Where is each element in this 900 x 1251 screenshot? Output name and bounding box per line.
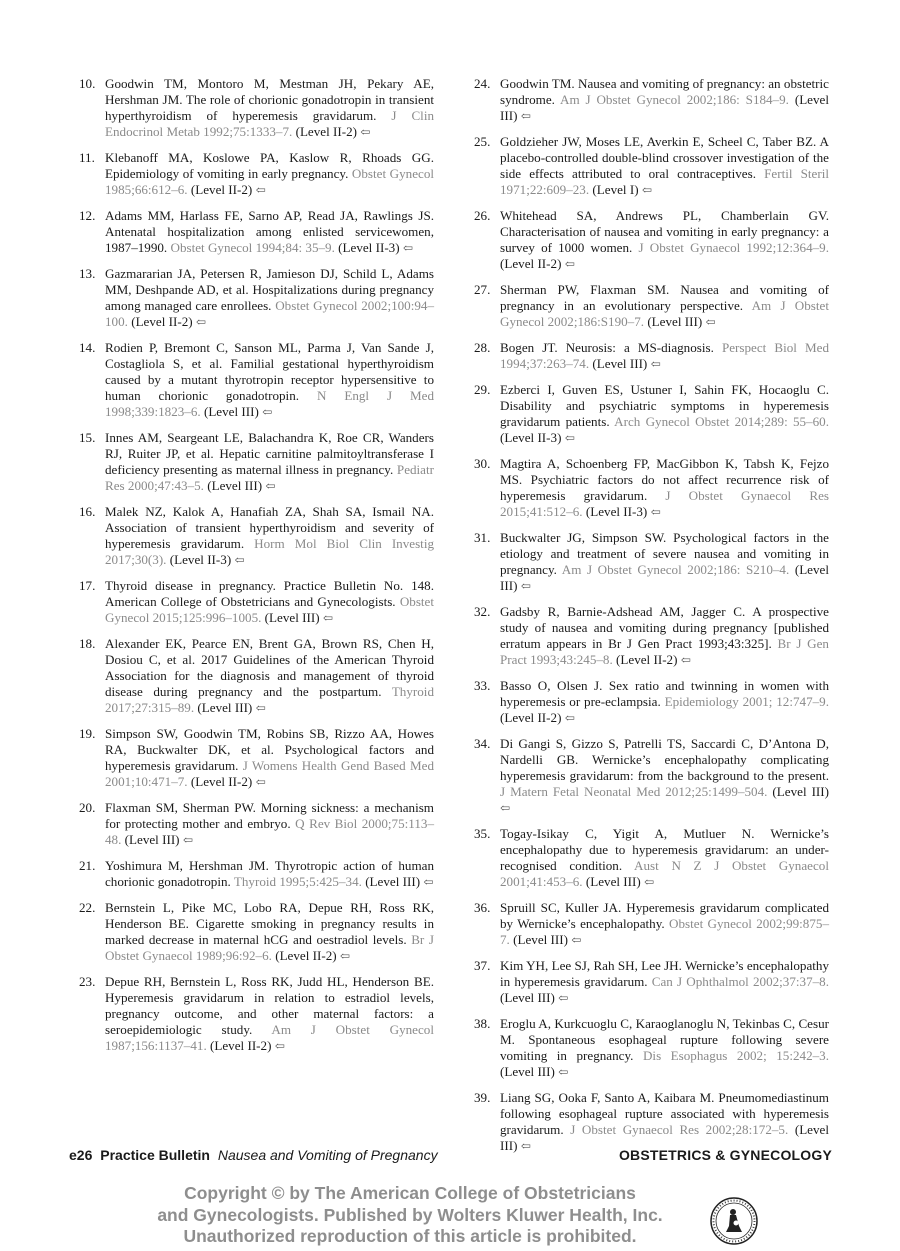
back-arrow-icon[interactable]: ⇦ — [360, 125, 371, 139]
back-arrow-icon[interactable]: ⇦ — [255, 701, 266, 715]
reference-journal-link[interactable]: Obstet Gynecol 1994;84: 35–9. — [170, 240, 335, 255]
reference-number: 39. — [474, 1090, 491, 1105]
evidence-level: (Level II-2) — [295, 124, 358, 139]
back-arrow-icon[interactable]: ⇦ — [182, 833, 193, 847]
reference-number: 30. — [474, 456, 491, 471]
back-arrow-icon[interactable]: ⇦ — [402, 241, 413, 255]
reference-item — [79, 208, 434, 256]
reference-number: 25. — [474, 134, 491, 149]
reference-item — [474, 530, 829, 594]
reference-number: 21. — [79, 858, 96, 873]
evidence-level: (Level III) — [500, 1122, 829, 1153]
reference-text: Di Gangi S, Gizzo S, Patrelli TS, Saccardi C, D’Antona D, Nardelli GB. Wernicke’s encephalopathy complicating hyperemesis gravidarum: from the background to the present. — [500, 736, 829, 783]
reference-number: 12. — [79, 208, 96, 223]
evidence-level: (Level II-3) — [500, 430, 562, 445]
reference-journal-link[interactable]: Obstet Gynecol 1985;66:612–6. — [105, 166, 434, 197]
reference-journal-link[interactable]: Fertil Steril 1971;22:609–23. — [500, 166, 830, 197]
reference-number: 13. — [79, 266, 96, 281]
evidence-level: (Level III) — [203, 404, 259, 419]
reference-journal-link[interactable]: Arch Gynecol Obstet 2014;289: 55–60. — [614, 414, 829, 429]
reference-journal-link[interactable]: N Engl J Med 1998;339:1823–6. — [105, 388, 434, 419]
reference-text: Alexander EK, Pearce EN, Brent GA, Brown RS, Chen H, Dosiou C, et al. 2017 Guidelines of the American Thyroid Association for the diagnosis and management of thyroid disease during pregnancy and the postpartum. — [105, 636, 434, 699]
reference-journal-link[interactable]: Br J Gen Pract 1993;43:245–8. — [500, 636, 829, 667]
reference-number: 20. — [79, 800, 96, 815]
reference-text: Flaxman SM, Sherman PW. Morning sickness: a mechanism for protecting mother and embryo. — [105, 800, 434, 831]
back-arrow-icon[interactable]: ⇦ — [423, 875, 434, 889]
back-arrow-icon[interactable]: ⇦ — [564, 431, 575, 445]
reference-item — [79, 150, 434, 198]
reference-journal-link[interactable]: Am J Obstet Gynecol 2002;186: S184–9. — [560, 92, 789, 107]
evidence-level: (Level III) — [500, 562, 829, 593]
reference-journal-link[interactable]: Thyroid 2017;27:315–89. — [105, 684, 434, 715]
back-arrow-icon[interactable]: ⇦ — [265, 479, 276, 493]
reference-journal-link[interactable]: Am J Obstet Gynecol 2002;186:S190–7. — [500, 298, 829, 329]
copyright-line: and Gynecologists. Published by Wolters Kluwer Health, Inc. — [157, 1204, 663, 1225]
reference-text: Depue RH, Bernstein L, Ross RK, Judd HL, Henderson BE. Hyperemesis gravidarum in relation to estradiol levels, pregnancy outcome, and other maternal factors: a seroepidemiologic study. — [105, 974, 434, 1037]
reference-number: 17. — [79, 578, 96, 593]
reference-text: Sherman PW, Flaxman SM. Nausea and vomiting of pregnancy in an evolutionary perspective. — [500, 282, 829, 313]
reference-text: Magtira A, Schoenberg FP, MacGibbon K, Tabsh K, Fejzo MS. Psychiatric factors do not affect recurrence risk of hyperemesis gravidarum. — [500, 456, 829, 503]
reference-text: Adams MM, Harlass FE, Sarno AP, Read JA, Rawlings JS. Antenatal hospitalization among enlisted servicewomen, 1987–1990. — [105, 208, 434, 255]
back-arrow-icon[interactable]: ⇦ — [558, 991, 569, 1005]
reference-item — [79, 266, 434, 330]
evidence-level: (Level III) — [264, 610, 320, 625]
back-arrow-icon[interactable]: ⇦ — [564, 257, 575, 271]
evidence-level: (Level II-2) — [131, 314, 193, 329]
reference-item — [474, 1090, 829, 1154]
reference-journal-link[interactable]: Am J Obstet Gynecol 1987;156:1137–41. — [105, 1022, 434, 1053]
reference-number: 28. — [474, 340, 491, 355]
reference-number: 11. — [79, 150, 95, 165]
evidence-level: (Level III) — [500, 990, 555, 1005]
reference-number: 29. — [474, 382, 491, 397]
evidence-level: (Level II-2) — [210, 1038, 272, 1053]
copyright-notice — [130, 1183, 690, 1248]
reference-item — [474, 900, 829, 948]
reference-journal-link[interactable]: Epidemiology 2001; 12:747–9. — [664, 694, 829, 709]
reference-item — [474, 958, 829, 1006]
reference-number: 27. — [474, 282, 491, 297]
reference-journal-link[interactable]: Obstet Gynecol 2002;100:94–100. — [105, 298, 434, 329]
reference-text: Klebanoff MA, Koslowe PA, Kaslow R, Rhoads GG. Epidemiology of vomiting in early pregnancy. — [105, 150, 434, 181]
reference-item — [79, 900, 434, 964]
back-arrow-icon[interactable]: ⇦ — [195, 315, 206, 329]
back-arrow-icon[interactable]: ⇦ — [234, 553, 245, 567]
back-arrow-icon[interactable]: ⇦ — [650, 357, 661, 371]
reference-item — [474, 76, 829, 124]
copyright-line: Unauthorized reproduction of this article is prohibited. — [183, 1226, 637, 1246]
reference-item — [474, 382, 829, 446]
reference-number: 24. — [474, 76, 491, 91]
reference-item — [79, 636, 434, 716]
reference-journal-link[interactable]: Q Rev Biol 2000;75:113–48. — [105, 816, 434, 847]
reference-journal-link[interactable]: Obstet Gynecol 2002;99:875–7. — [500, 916, 829, 947]
reference-journal-link[interactable]: Br J Obstet Gynaecol 1989;96:92–6. — [105, 932, 434, 963]
back-arrow-icon[interactable]: ⇦ — [500, 801, 511, 815]
reference-item — [474, 1016, 829, 1080]
evidence-level: (Level III) — [197, 700, 253, 715]
reference-text: Eroglu A, Kurkcuoglu C, Karaoglanoglu N, Tekinbas C, Cesur M. Spontaneous esophageal rupture following severe vomiting in pregnancy. — [500, 1016, 829, 1063]
acog-seal-icon — [709, 1196, 759, 1246]
reference-number: 19. — [79, 726, 96, 741]
evidence-level: (Level III) — [647, 314, 703, 329]
evidence-level: (Level I) — [592, 182, 639, 197]
evidence-level: (Level II-2) — [190, 774, 253, 789]
evidence-level: (Level II-2) — [275, 948, 337, 963]
reference-text: Goodwin TM. Nausea and vomiting of pregnancy: an obstetric syndrome. — [500, 76, 829, 107]
reference-number: 31. — [474, 530, 491, 545]
reference-journal-link[interactable]: Obstet Gynecol 2015;125:996–1005. — [105, 594, 434, 625]
reference-item — [79, 858, 434, 890]
evidence-level: (Level II-2) — [500, 710, 562, 725]
reference-number: 37. — [474, 958, 491, 973]
reference-item — [79, 340, 434, 420]
page-number: e26 — [69, 1147, 93, 1163]
reference-number: 14. — [79, 340, 96, 355]
reference-journal-link[interactable]: J Obstet Gynaecol Res 2015;41:512–6. — [500, 488, 829, 519]
back-arrow-icon[interactable]: ⇦ — [262, 405, 273, 419]
reference-text: Liang SG, Ooka F, Santo A, Kaibara M. Pneumomediastinum following esophageal rupture associated with hyperemesis gravidarum. — [500, 1090, 829, 1137]
back-arrow-icon[interactable]: ⇦ — [644, 875, 655, 889]
evidence-level: (Level III) — [585, 874, 641, 889]
reference-number: 23. — [79, 974, 96, 989]
reference-text: Ezberci I, Guven ES, Ustuner I, Sahin FK, Hocaoglu C. Disability and psychiatric symptoms in hyperemesis gravidarum patients. — [500, 382, 829, 429]
evidence-level: (Level III) — [500, 92, 829, 123]
reference-text: Kim YH, Lee SJ, Rah SH, Lee JH. Wernicke’s encephalopathy in hyperemesis gravidarum. — [500, 958, 829, 989]
reference-text: Basso O, Olsen J. Sex ratio and twinning in women with hyperemesis or pre-eclampsia. — [500, 678, 829, 709]
reference-text: Whitehead SA, Andrews PL, Chamberlain GV. Characterisation of nausea and vomiting in early pregnancy: a survey of 1000 women. — [500, 208, 829, 255]
reference-item — [79, 726, 434, 790]
reference-item — [79, 800, 434, 848]
reference-number: 16. — [79, 504, 96, 519]
reference-journal-link[interactable]: Perspect Biol Med 1994;37:263–74. — [500, 340, 829, 371]
evidence-level: (Level III) — [513, 932, 568, 947]
back-arrow-icon[interactable]: ⇦ — [339, 949, 350, 963]
reference-text: Simpson SW, Goodwin TM, Robins SB, Rizzo AA, Howes RA, Buckwalter DK, et al. Psychological factors and hyperemesis gravidarum. — [105, 726, 434, 773]
back-arrow-icon[interactable]: ⇦ — [322, 611, 333, 625]
reference-journal-link[interactable]: J Clin Endocrinol Metab 1992;75:1333–7. — [105, 108, 435, 139]
reference-item — [79, 974, 434, 1054]
back-arrow-icon[interactable]: ⇦ — [558, 1065, 569, 1079]
reference-item — [79, 430, 434, 494]
reference-journal-link[interactable]: J Matern Fetal Neonatal Med 2012;25:1499–504. — [500, 784, 768, 799]
reference-item — [79, 578, 434, 626]
reference-number: 34. — [474, 736, 491, 751]
reference-text: Rodien P, Bremont C, Sanson ML, Parma J, Van Sande J, Costagliola S, et al. Familial gestational hyperthyroidism caused by a mutant thyrotropin receptor hypersensitive to human chorionic gonadotropin. — [105, 340, 434, 403]
reference-journal-link[interactable]: Am J Obstet Gynecol 2002;186: S210–4. — [561, 562, 790, 577]
reference-text: Buckwalter JG, Simpson SW. Psychological factors in the etiology and treatment of severe nausea and vomiting in pregnancy. — [500, 530, 829, 577]
back-arrow-icon[interactable]: ⇦ — [705, 315, 716, 329]
evidence-level: (Level II-3) — [169, 552, 232, 567]
reference-journal-link[interactable]: Dis Esophagus 2002; 15:242–3. — [642, 1048, 829, 1063]
reference-item — [79, 76, 434, 140]
back-arrow-icon[interactable]: ⇦ — [571, 933, 582, 947]
reference-number: 32. — [474, 604, 491, 619]
reference-item — [474, 456, 829, 520]
reference-column-left — [79, 76, 434, 1064]
reference-text: Innes AM, Seargeant LE, Balachandra K, Roe CR, Wanders RJ, Ruiter JP, et al. Hepatic carnitine palmitoyltransferase I deficiency presenting as maternal illness in pregnancy. — [105, 430, 434, 477]
reference-column-right — [474, 76, 829, 1164]
reference-item — [474, 736, 829, 816]
evidence-level: (Level III) — [124, 832, 180, 847]
reference-item — [474, 604, 829, 668]
reference-text: Gadsby R, Barnie-Adshead AM, Jagger C. A prospective study of nausea and vomiting during pregnancy [published erratum appears in Br J Gen Pract 1993;43:325]. — [500, 604, 829, 651]
back-arrow-icon[interactable]: ⇦ — [680, 653, 691, 667]
back-arrow-icon[interactable]: ⇦ — [520, 109, 531, 123]
back-arrow-icon[interactable]: ⇦ — [564, 711, 575, 725]
reference-text: Togay-Isikay C, Yigit A, Mutluer N. Wernicke’s encephalopathy due to hyperemesis gravidarum: an under-recognised condition. — [500, 826, 829, 873]
reference-number: 35. — [474, 826, 491, 841]
back-arrow-icon[interactable]: ⇦ — [641, 183, 652, 197]
reference-number: 18. — [79, 636, 96, 651]
bulletin-title: Nausea and Vomiting of Pregnancy — [217, 1147, 438, 1163]
reference-number: 36. — [474, 900, 491, 915]
reference-journal-link[interactable]: Thyroid 1995;5:425–34. — [233, 874, 362, 889]
evidence-level: (Level III) — [592, 356, 648, 371]
reference-text: Goodwin TM, Montoro M, Mestman JH, Pekary AE, Hershman JM. The role of chorionic gonadotropin in transient hyperthyroidism of hyperemesis gravidarum. — [105, 76, 434, 123]
reference-item — [474, 678, 829, 726]
reference-item — [474, 826, 829, 890]
reference-text: Yoshimura M, Hershman JM. Thyrotropic action of human chorionic gonadotropin. — [105, 858, 434, 889]
reference-text: Malek NZ, Kalok A, Hanafiah ZA, Shah SA, Ismail NA. Association of transient hyperthyroidism and severity of hyperemesis gravidarum. — [105, 504, 434, 551]
reference-journal-link[interactable]: Can J Ophthalmol 2002;37:37–8. — [651, 974, 830, 989]
reference-number: 15. — [79, 430, 96, 445]
reference-number: 38. — [474, 1016, 491, 1031]
journal-name: OBSTETRICS & GYNECOLOGY — [618, 1147, 832, 1163]
back-arrow-icon[interactable]: ⇦ — [255, 775, 266, 789]
evidence-level: (Level III) — [365, 874, 421, 889]
reference-item — [474, 282, 829, 330]
evidence-level: (Level II-2) — [616, 652, 678, 667]
evidence-level: (Level II-3) — [338, 240, 400, 255]
reference-journal-link[interactable]: J Womens Health Gend Based Med 2001;10:471–7. — [105, 758, 434, 789]
reference-text: Spruill SC, Kuller JA. Hyperemesis gravidarum complicated by Wernicke’s encephalopathy. — [500, 900, 829, 931]
evidence-level: (Level II-2) — [500, 256, 562, 271]
reference-number: 22. — [79, 900, 96, 915]
back-arrow-icon[interactable]: ⇦ — [274, 1039, 285, 1053]
reference-text: Thyroid disease in pregnancy. Practice Bulletin No. 148. American College of Obstetricians and Gynecologists. — [105, 578, 434, 609]
reference-text: Goldzieher JW, Moses LE, Averkin E, Scheel C, Taber BZ. A placebo-controlled double-blind crossover investigation of the side effects attributed to oral contraceptives. — [500, 134, 829, 181]
reference-journal-link[interactable]: J Obstet Gynaecol 1992;12:364–9. — [638, 240, 829, 255]
evidence-level: (Level II-2) — [190, 182, 253, 197]
reference-journal-link[interactable]: Horm Mol Biol Clin Investig 2017;30(3). — [105, 536, 434, 567]
back-arrow-icon[interactable]: ⇦ — [650, 505, 661, 519]
evidence-level: (Level III) — [500, 1064, 555, 1079]
reference-text: Gazmararian JA, Petersen R, Jamieson DJ, Schild L, Adams MM, Deshpande AD, et al. Hospitalizations during pregnancy among managed care enrollees. — [105, 266, 434, 313]
back-arrow-icon[interactable]: ⇦ — [520, 1139, 531, 1153]
reference-item — [474, 340, 829, 372]
reference-journal-link[interactable]: J Obstet Gynaecol Res 2002;28:172–5. — [570, 1122, 789, 1137]
copyright-line: Copyright © by The American College of Obstetricians — [184, 1183, 636, 1203]
reference-text: Bogen JT. Neurosis: a MS-diagnosis. — [500, 340, 714, 355]
back-arrow-icon[interactable]: ⇦ — [520, 579, 531, 593]
reference-number: 26. — [474, 208, 491, 223]
publication-name: Practice Bulletin — [100, 1147, 210, 1163]
reference-text: Bernstein L, Pike MC, Lobo RA, Depue RH, Ross RK, Henderson BE. Cigarette smoking in pregnancy results in marked decrease in maternal hCG and oestradiol levels. — [105, 900, 434, 947]
reference-journal-link[interactable]: Pediatr Res 2000;47:43–5. — [105, 462, 434, 493]
reference-journal-link[interactable]: Aust N Z J Obstet Gynaecol 2001;41:453–6. — [500, 858, 829, 889]
reference-item — [474, 134, 829, 198]
back-arrow-icon[interactable]: ⇦ — [255, 183, 266, 197]
reference-number: 33. — [474, 678, 491, 693]
evidence-level: (Level II-3) — [585, 504, 648, 519]
page-footer — [69, 1147, 832, 1167]
reference-number: 10. — [79, 76, 96, 91]
evidence-level: (Level III) — [207, 478, 263, 493]
reference-item — [79, 504, 434, 568]
reference-item — [474, 208, 829, 272]
evidence-level: (Level III) — [772, 784, 830, 799]
